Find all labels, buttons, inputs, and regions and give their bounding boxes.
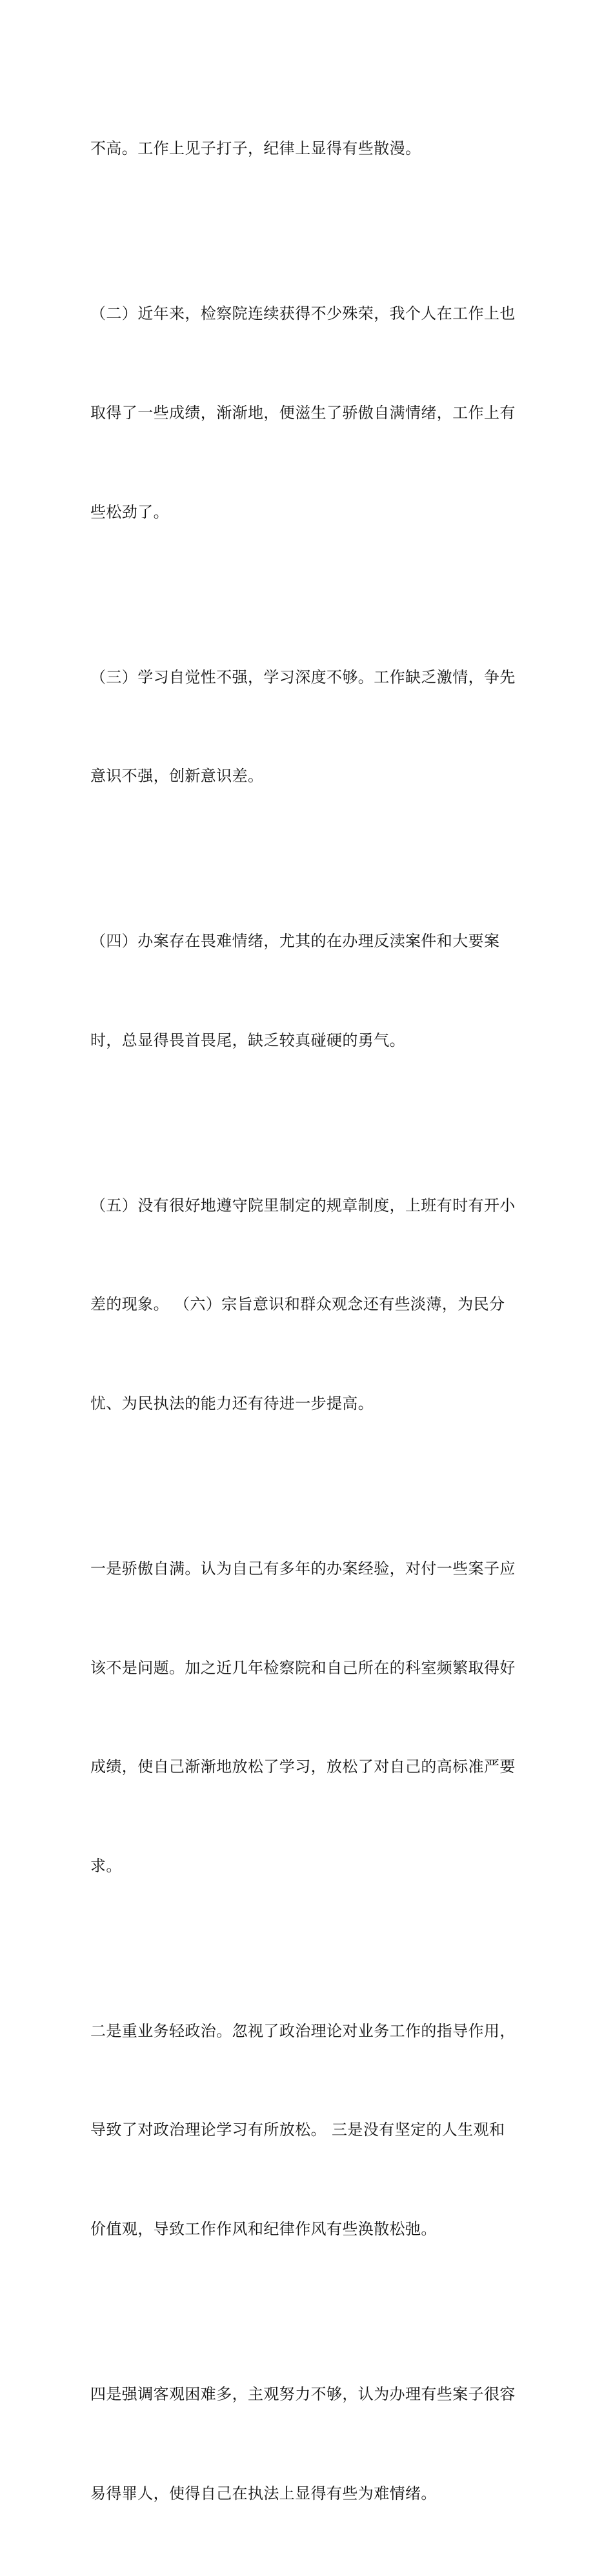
text-line: （五）没有很好地遵守院里制定的规章制度，上班有时有开小 — [90, 1196, 516, 1214]
text-line: 不高。工作上见子打子，纪律上显得有些散漫。 — [90, 139, 421, 158]
text-line: 些松劲了。 — [90, 502, 169, 521]
paragraph-3 — [90, 595, 529, 859]
text-line: 二是重业务轻政治。忽视了政治理论对业务工作的指导作用， — [90, 2021, 516, 2040]
text-line: 成绩，使自己渐渐地放松了学习，放松了对自己的高标准严要 — [90, 1758, 516, 1776]
document-body — [90, 66, 529, 2576]
text-line: 意识不强，创新意识差。 — [90, 767, 264, 786]
paragraph-8 — [90, 2312, 529, 2576]
text-line: 求。 — [90, 1856, 122, 1875]
text-line: （二）近年来，检察院连续获得不少殊荣，我个人在工作上也 — [90, 304, 516, 323]
text-line: （三）学习自觉性不强，学习深度不够。工作缺乏激情，争先 — [90, 668, 516, 686]
paragraph-5 — [90, 1123, 529, 1486]
text-line: 价值观，导致工作作风和纪律作风有些涣散松弛。 — [90, 2219, 437, 2238]
paragraph-6 — [90, 1487, 529, 1949]
text-line: 时，总显得畏首畏尾，缺乏较真碰硬的勇气。 — [90, 1031, 405, 1049]
text-line: 一是骄傲自满。认为自己有多年的办案经验，对付一些案子应 — [90, 1559, 516, 1578]
paragraph-2 — [90, 232, 529, 595]
text-line: 忧、为民执法的能力还有待进一步提高。 — [90, 1394, 374, 1412]
text-line: （四）办案存在畏难情绪，尤其的在办理反渎案件和大要案 — [90, 932, 500, 951]
text-line: 导致了对政治理论学习有所放松。 三是没有坚定的人生观和 — [90, 2121, 505, 2139]
text-line: 差的现象。 （六）宗旨意识和群众观念还有些淡薄，为民分 — [90, 1295, 505, 1314]
text-line: 易得罪人，使得自己在执法上显得有些为难情绪。 — [90, 2484, 437, 2502]
paragraph-4 — [90, 859, 529, 1124]
paragraph-7 — [90, 1948, 529, 2312]
paragraph-1 — [90, 66, 529, 232]
text-line: 该不是问题。加之近几年检察院和自己所在的科室频繁取得好 — [90, 1658, 516, 1677]
text-line: 取得了一些成绩，渐渐地，便滋生了骄傲自满情绪，工作上有 — [90, 404, 516, 422]
text-line: 四是强调客观困难多，主观努力不够，认为办理有些案子很容 — [90, 2384, 516, 2403]
